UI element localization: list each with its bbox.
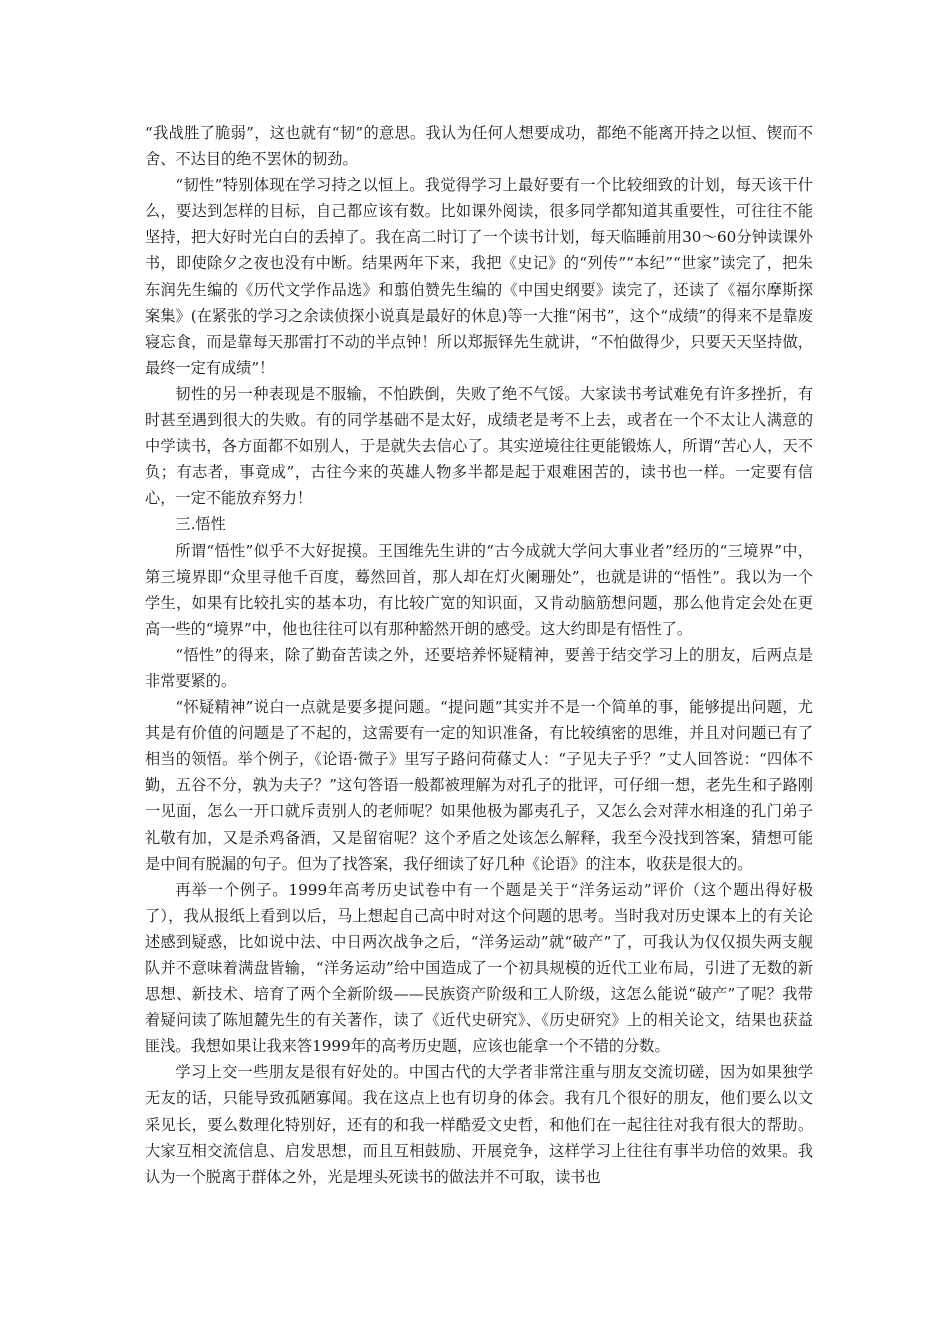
paragraph-friends: 学习上交一些朋友是很有好处的。中国古代的大学者非常注重与朋友交流切磋，因为如果独学无友的话，只能导致孤陋寡闻。我在这点上也有切身的体会。我有几个很好的朋友，他们要么以文采见长，要么数理化特别好，还有的和我一样酷爱文史哲，和他们在一起往往对我有很大的帮助。大家互相交流信息、启发思想，而且互相鼓励、开展竞争，这样学习上往往有事半功倍的效果。我认为一个脱离于群体之外，光是埋头死读书的做法并不可取，读书也 bbox=[145, 1063, 813, 1186]
paragraph-insight-sources: “悟性”的得来，除了勤奋苦读之外，还要培养怀疑精神，要善于结交学习上的朋友，后两点是非常要紧的。 bbox=[145, 645, 813, 690]
document-page bbox=[145, 120, 813, 1190]
paragraph-insight-intro: 所谓“悟性”似乎不大好捉摸。王国维先生讲的“古今成就大学问大事业者”经历的“三境界”中，第三境界即“众里寻他千百度，蓦然回首，那人却在灯火阑珊处”，也就是讲的“悟性”。我以为一个学生，如果有比较扎实的基本功，有比较广宽的知识面，又肯动脑筋想问题，那么他肯定会处在更高一些的“境界”中，他也往往可以有那种豁然开朗的感受。这大约即是有悟性了。 bbox=[145, 541, 813, 638]
section-heading-insight: 三.悟性 bbox=[175, 515, 226, 534]
paragraph-persistence: “韧性”特别体现在学习持之以恒上。我觉得学习上最好要有一个比较细致的计划，每天该干什么，要达到怎样的目标，自己都应该有数。比如课外阅读，很多同学都知道其重要性，可往往不能坚持，把大好时光白白的丢掉了。我在高二时订了一个读书计划，每天临睡前用30～60分钟读课外书，即使除夕之夜也没有中断。结果两年下来，我把《史记》的“列传”“本纪”“世家”读完了，把朱东润先生编的《历代文学作品选》和翦伯赞先生编的《中国史纲要》读完了，还读了《福尔摩斯探案集》(在紧张的学习之余读侦探小说真是最好的休息)等一大推“闲书”，这个“成绩”的得来不是靠废寝忘食，而是靠每天那雷打不动的半点钟！所以郑振铎先生就讲，“不怕做得少，只要天天坚持做，最终一定有成绩”！ bbox=[145, 176, 813, 377]
paragraph-example-1999: 再举一个例子。1999年高考历史试卷中有一个题是关于“洋务运动”评价（这个题出得好极了），我从报纸上看到以后，马上想起自己高中时对这个问题的思考。当时我对历史课本上的有关论述感到疑惑，比如说中法、中日两次战争之后，“洋务运动”就“破产”了，可我认为仅仅损失两支舰队并不意味着满盘皆输，“洋务运动”给中国造成了一个初具规模的近代工业布局，引进了无数的新思想、新技术、培育了两个全新阶级——民族资产阶级和工人阶级，这怎么能说“破产”了呢？我带着疑问读了陈旭麓先生的有关著作，读了《近代史研究》、《历史研究》上的相关论文，结果也获益匪浅。我想如果让我来答1999年的高考历史题，应该也能拿一个不错的分数。 bbox=[145, 880, 813, 1056]
paragraph-not-giving-up: 韧性的另一种表现是不服输，不怕跌倒，失败了绝不气馁。大家读书考试难免有许多挫折，有时甚至遇到很大的失败。有的同学基础不是太好，成绩老是考不上去，或者在一个不太让人满意的中学读书，各方面都不如别人，于是就失去信心了。其实逆境往往更能锻炼人，所谓“苦心人，天不负；有志者，事竟成”，古往今来的英雄人物多半都是起于艰难困苦的，读书也一样。一定要有信心，一定不能放弃努力！ bbox=[145, 384, 813, 508]
paragraph-resilience-end: “我战胜了脆弱”，这也就有“韧”的意思。我认为任何人想要成功，都绝不能离开持之以恒、锲而不舍、不达目的绝不罢休的韧劲。 bbox=[145, 124, 813, 169]
paragraph-skepticism: “怀疑精神”说白一点就是要多提问题。“提问题”其实并不是一个简单的事，能够提出问题，尤其是有价值的问题是了不起的，这需要有一定的知识准备，有比较缜密的思维，并且对问题已有了相当的领悟。举个例子，《论语·微子》里写子路问荷蓧丈人：“子见夫子乎？”丈人回答说：“四体不勤，五谷不分，孰为夫子？”这句答语一般都被理解为对孔子的批评，可仔细一想，老先生和子路刚一见面，怎么一开口就斥责别人的老师呢？如果他极为鄙夷孔子，又怎么会对萍水相逢的孔门弟子礼敬有加，又是杀鸡备酒，又是留宿呢？这个矛盾之处该怎么解释，我至今没找到答案，猜想可能是中间有脱漏的句子。但为了找答案，我仔细读了好几种《论语》的注本，收获是很大的。 bbox=[145, 698, 813, 873]
